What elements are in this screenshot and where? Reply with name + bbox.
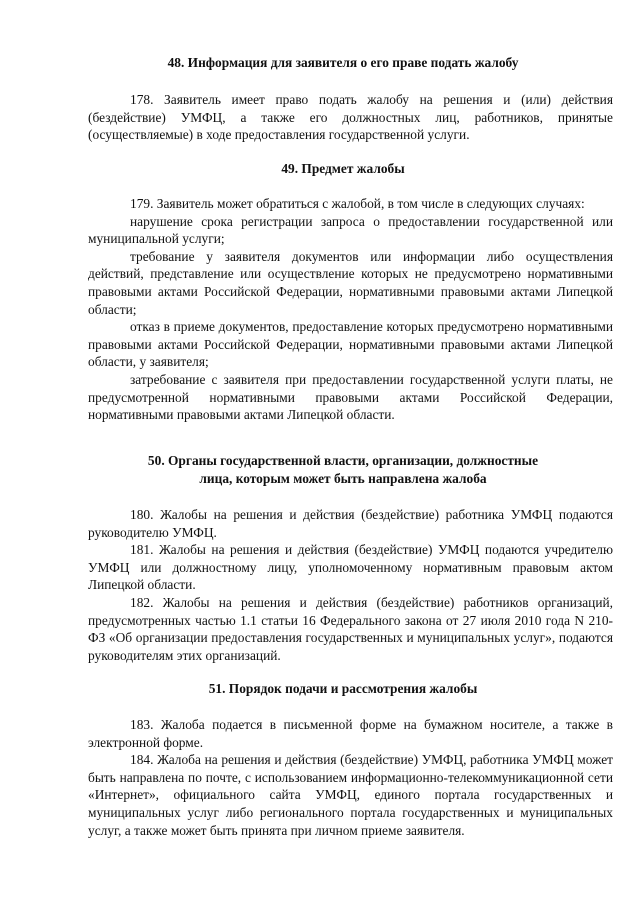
- section-50-heading-line-1: 50. Органы государственной власти, организации, должностные: [147, 453, 539, 468]
- paragraph-181: 181. Жалобы на решения и действия (бездействие) УМФЦ подаются учредителю УМФЦ или должностному лицу, уполномоченному нормативным правовым актом Липецкой области.: [88, 542, 613, 593]
- section-50-heading: [88, 452, 598, 488]
- paragraph-178: 178. Заявитель имеет право подать жалобу на решения и (или) действия (бездействие) УМФЦ, а также его должностных лиц, работников, принятые (осуществляемые) в ходе предоставления государственной услуги.: [88, 92, 613, 143]
- paragraph-183: 183. Жалоба подается в письменной форме на бумажном носителе, а также в электронной форме.: [88, 717, 613, 750]
- paragraph-180: 180. Жалобы на решения и действия (бездействие) работника УМФЦ подаются руководителю УМФЦ.: [88, 507, 613, 540]
- paragraph-179-item-4: затребование с заявителя при предоставлении государственной услуги платы, не предусмотренной нормативными правовыми актами Российской Федерации, нормативными правовыми актами Липецкой области.: [88, 371, 613, 423]
- section-51-body: [88, 716, 613, 839]
- section-48-heading: 48. Информация для заявителя о его праве подать жалобу: [167, 55, 519, 70]
- section-50-heading-line-2: лица, которым может быть направлена жалоба: [199, 471, 487, 486]
- section-49-heading: 49. Предмет жалобы: [281, 161, 405, 176]
- section-51-heading: 51. Порядок подачи и рассмотрения жалобы: [208, 681, 478, 696]
- paragraph-179-item-1: нарушение срока регистрации запроса о предоставлении государственной или муниципальной услуги;: [88, 213, 613, 247]
- paragraph-184: 184. Жалоба на решения и действия (бездействие) УМФЦ, работника УМФЦ может быть направлена по почте, с использованием информационно-телекоммуникационной сети «Интернет», официального сайта УМФЦ, единого портала государственных и муниципальных услуг либо регионального портала государственных и муниципальных услуг, а также может быть принята при личном приеме заявителя.: [88, 752, 613, 838]
- paragraph-182: 182. Жалобы на решения и действия (бездействие) работников организаций, предусмотренных частью 1.1 статьи 16 Федерального закона от 27 июля 2010 года N 210-ФЗ «Об организации предоставления государственных и муниципальных услуг», подаются руководителям этих организаций.: [88, 594, 613, 663]
- section-50-body: [88, 506, 613, 664]
- section-48-body: [88, 91, 613, 144]
- paragraph-179-item-3: отказ в приеме документов, предоставление которых предусмотрено нормативными правовыми актами Российской Федерации, нормативными правовыми актами Липецкой области, у заявителя;: [88, 319, 613, 370]
- paragraph-179: 179. Заявитель может обратиться с жалобой, в том числе в следующих случаях:: [130, 196, 585, 211]
- paragraph-179-item-2: требование у заявителя документов или информации либо осуществления действий, представление или осуществление которых не предусмотрено нормативными правовыми актами Российской Федерации, нормативными правовыми актами Липецкой области;: [88, 248, 613, 317]
- section-49-body: [88, 195, 613, 424]
